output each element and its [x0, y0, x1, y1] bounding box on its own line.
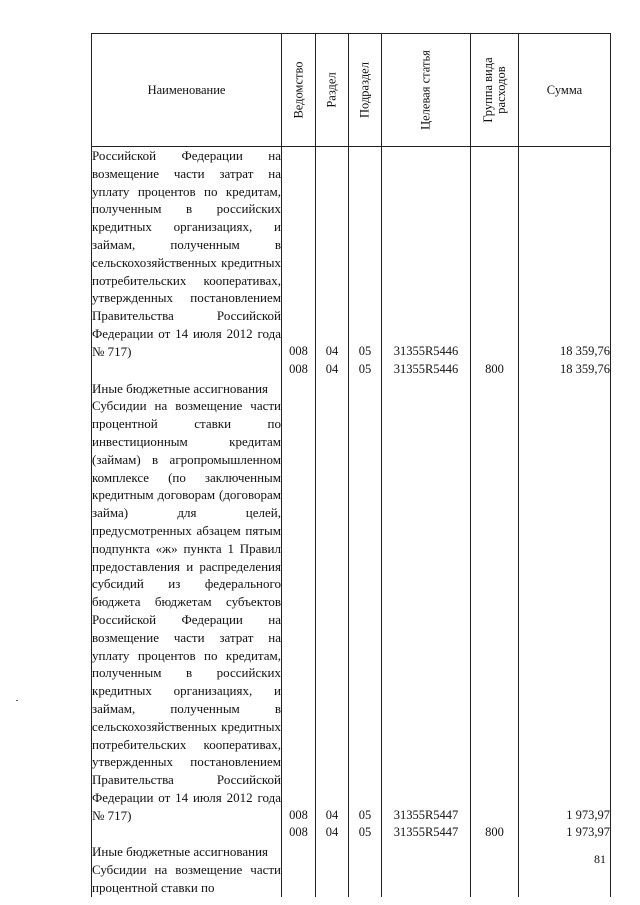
row-vedomstvo: 008 — [282, 397, 316, 824]
row-razdel — [316, 861, 349, 897]
row-target: 31355R5447 — [382, 397, 471, 824]
header-podrazdel-cell — [349, 34, 382, 147]
row-podrazdel: 05 — [349, 824, 382, 861]
row-sum: 1 973,97 — [519, 824, 611, 861]
row-target: 31355R5447 — [382, 824, 471, 861]
row-target: 31355R5446 — [382, 147, 471, 361]
header-razdel: Раздел — [324, 72, 339, 108]
header-target-cell — [382, 34, 471, 147]
row-razdel: 04 — [316, 361, 349, 398]
header-group: Группа вида расходов — [480, 57, 508, 123]
table-row — [92, 397, 611, 824]
row-sum: 1 973,97 — [519, 397, 611, 824]
row-podrazdel: 05 — [349, 147, 382, 361]
header-vedomstvo-cell — [282, 34, 316, 147]
row-target — [382, 861, 471, 897]
row-group — [471, 397, 519, 824]
header-name: Наименование — [92, 34, 282, 147]
row-group: 800 — [471, 361, 519, 398]
row-vedomstvo: 008 — [282, 361, 316, 398]
row-vedomstvo: 008 — [282, 147, 316, 361]
page-number: 81 — [594, 852, 606, 866]
header-group-cell — [471, 34, 519, 147]
row-name: Российской Федерации на возмещение части затрат на уплату процентов по кредитам, полученным в российских кредитных организациях, и займам, полученным в сельскохозяйственных кредитных потребительских кооперативах, утвержденных постановлением Правительства Российской Федерации от 14 июля 2012 года № 717) — [92, 148, 281, 359]
row-name: Иные бюджетные ассигнования — [92, 361, 282, 398]
row-razdel: 04 — [316, 824, 349, 861]
table-row — [92, 361, 611, 398]
row-sum: 18 359,76 — [519, 361, 611, 398]
header-razdel-cell — [316, 34, 349, 147]
scan-speck — [16, 700, 18, 701]
row-name: Субсидии на возмещение части процентной ставки по инвестиционным кредитам (займам) в агропромышленном комплексе (по заключенным кредитным договорам (договорам займа) для целей, предусмотренных абзацем пятым подпункта «ж» пункта 1 Правил предоставления и распределения субсидий из федерального бюджета бюджетам субъектов Российской Федерации на возмещение части затрат на уплату процентов по кредитам, полученным в российских кредитных организациях, и займам, полученным в сельскохозяйственных кредитных потребительских кооперативах, утвержденных постановлением Правительства Российской Федерации от 14 июля 2012 года № 717) — [92, 398, 281, 823]
row-group: 800 — [471, 824, 519, 861]
row-group — [471, 147, 519, 361]
row-razdel: 04 — [316, 397, 349, 824]
row-name: Иные бюджетные ассигнования — [92, 824, 282, 861]
budget-table — [91, 33, 611, 897]
header-sum: Сумма — [519, 34, 611, 147]
row-sum: 18 359,76 — [519, 147, 611, 361]
row-podrazdel: 05 — [349, 397, 382, 824]
row-razdel: 04 — [316, 147, 349, 361]
table-row — [92, 861, 611, 897]
header-vedomstvo: Ведомство — [291, 61, 305, 119]
row-podrazdel: 05 — [349, 361, 382, 398]
header-row — [92, 34, 611, 147]
row-group — [471, 861, 519, 897]
row-name: Субсидии на возмещение части процентной ставки по — [92, 862, 281, 896]
row-podrazdel — [349, 861, 382, 897]
table-row — [92, 824, 611, 861]
row-target: 31355R5446 — [382, 361, 471, 398]
header-target: Целевая статья — [418, 50, 433, 130]
table-row — [92, 147, 611, 361]
row-vedomstvo: 008 — [282, 824, 316, 861]
row-vedomstvo — [282, 861, 316, 897]
header-podrazdel: Подраздел — [357, 62, 372, 118]
